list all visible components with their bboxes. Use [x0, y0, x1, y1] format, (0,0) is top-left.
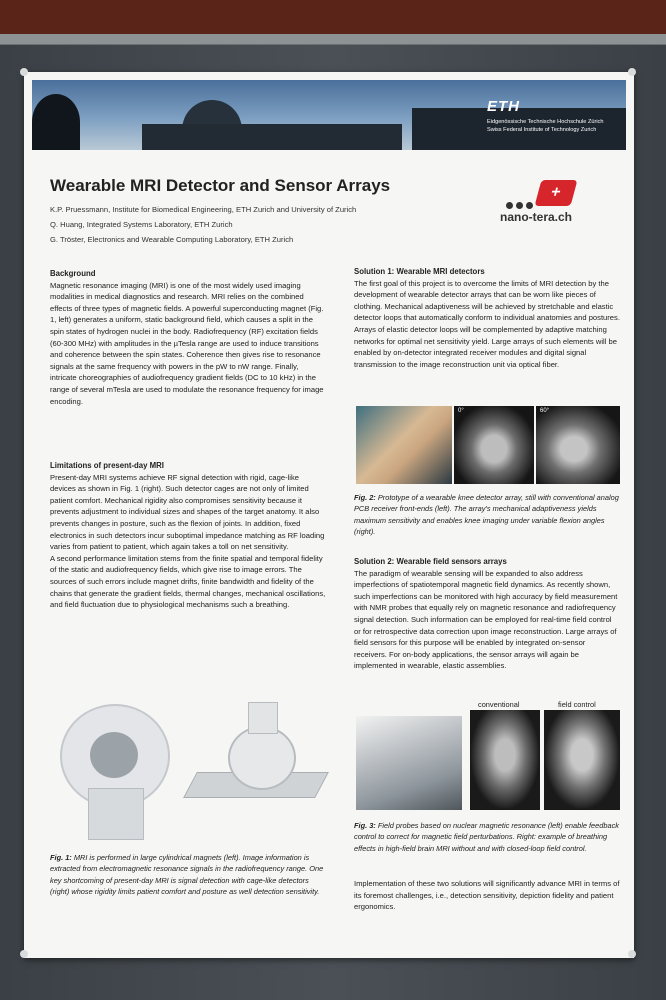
poster — [24, 72, 634, 958]
brain-mri-field-control — [544, 710, 620, 810]
scanner-bore — [90, 732, 138, 778]
field-probe-photo — [356, 716, 462, 810]
tree-silhouette — [32, 94, 80, 150]
poster-title: Wearable MRI Detector and Sensor Arrays — [50, 176, 391, 195]
field-control-label: field control — [558, 700, 596, 709]
section-text: A second performance limitation stems from the finite spatial and temporal fidelity of the static and audiofrequency fields, which give rise to image errors. The sources of such errors include magnet drifts, finite bandwidth and fidelity of the chains that generate the gradient fields, thermal changes, mechanical oscillations, and field fluctuation due to physiological mechanisms such a breathing. — [50, 553, 326, 610]
limitations-section — [50, 460, 326, 611]
author-line: K.P. Pruessmann, Institute for Biomedical Engineering, ETH Zurich and University of Zurich — [50, 205, 357, 214]
coil-cylinder — [228, 726, 296, 790]
solution2-section — [354, 556, 620, 672]
caption-text: Field probes based on nuclear magnetic resonance (left) enable feedback control to correct for magnetic field perturbations. Right: example of breathing effects in high-field brain MRI without and with closed-loop field control. — [354, 821, 619, 853]
solution1-section — [354, 266, 620, 370]
pin-icon — [628, 950, 636, 958]
pin-icon — [628, 68, 636, 76]
knee-mri-60deg — [536, 406, 620, 484]
conventional-label: conventional — [478, 700, 520, 709]
background-section — [50, 268, 326, 407]
conclusion-section — [354, 878, 620, 913]
fig2-caption — [354, 492, 620, 538]
mri-scanner-image — [54, 700, 172, 842]
section-heading: Background — [50, 269, 96, 278]
author-list — [50, 202, 356, 247]
figure-label: Fig. 3: — [354, 821, 376, 830]
eth-subtitle — [487, 118, 626, 134]
section-text: The first goal of this project is to overcome the limits of MRI detection by the development of wearable detector arrays that can be worn like pieces of clothing. Mechanical adaptiveness will be achieved by stretchable and elastic detector loops that automatically conform to individual anatomies and postures. Arrays of elastic detector loops will be complemented by adaptive matching networks for optimal net sensitivity yield. Large arrays of such elements will be enabled by on-detector integrated receiver modules and digital signal transmission to the image reconstruction unit via optical fiber. — [354, 278, 620, 369]
caption-text: MRI is performed in large cylindrical magnets (left). Image information is extracted from electromagnetic resonance signals in the radiofrequency range. One key shortcoming of present-day MRI is signal detection with cage-like detectors (right) whose rigidity limits patient comfort and posture as well detection sensitivity. — [50, 853, 324, 897]
figure-label: Fig. 1: — [50, 853, 72, 862]
institution-de: Eidgenössische Technische Hochschule Zürich — [487, 119, 604, 125]
wall-top — [0, 0, 666, 36]
section-heading: Limitations of present-day MRI — [50, 461, 164, 470]
conclusion-text: Implementation of these two solutions will significantly advance MRI in terms of its foremost challenges, i.e., detection sensitivity, depiction fidelity and patient ergonomics. — [354, 879, 620, 912]
eth-logo: ETH — [487, 98, 520, 115]
section-text: Magnetic resonance imaging (MRI) is one of the most widely used imaging modalities in medical diagnostics and research. MRI relies on the combined effects of three types of magnetic fields. A powerful superconducting magnet (Fig. 1, left) generates a uniform, static background field, which causes a split in the spin states of hydrogen nuclei in the body. Radiofrequency (RF) excitation fields (60-300 MHz) with amplitudes in the µTesla range are used to induce transitions and coherence between the spin states. Coherence then gives rise to resonance signals at the same frequency with powers in the pW to nW range. Finally, intricate choreographies of audiofrequency gradient fields (DC to 10 kHz) in the range of several mTesla are used to modulate the resonance frequency for image encoding. — [50, 280, 324, 406]
brain-mri-conventional — [470, 710, 540, 810]
swiss-flag-icon: + — [535, 180, 578, 206]
section-heading: Solution 2: Wearable field sensors arrays — [354, 557, 507, 566]
pin-icon — [20, 950, 28, 958]
angle-label: 0° — [458, 408, 464, 414]
knee-mri-0deg — [454, 406, 534, 484]
coil-top — [248, 702, 278, 734]
pin-icon — [20, 68, 28, 76]
fig3-caption — [354, 820, 620, 854]
scanner-bed — [88, 788, 144, 840]
header-banner — [32, 80, 626, 150]
section-text: Present-day MRI systems achieve RF signal detection with rigid, cage-like devices as shown in Fig. 1 (right). Such detector cages are not only of limited patient comfort. Mechanical rigidity also compromises sensitivity because it prevents adjustment to individual sizes and shapes of the target anatomy. It also prevents changes in posture, such as the flexion of joints. In addition, fixed electronics in such detectors incur suboptimal impedance matching as RF loading varies from patient to patient, which again takes a toll on net sensitivity. — [50, 472, 325, 552]
section-text: The paradigm of wearable sensing will be expanded to also address imperfections of spatiotemporal magnetic field dynamics. As recently shown, such imperfections can be monitored with high accuracy by field measurement with NMR probes that equally rely on magnetic resonance and radiofrequency signal detection. Such information can be employed for real-time field control or for retrospective data correction upon image reconstruction. Large arrays of field sensors for this purpose will be enabled by integrated on-sensor receivers. For on-body applications, the sensor arrays will again be implemented in wearable, elastic assemblies. — [354, 568, 618, 671]
author-line: G. Tröster, Electronics and Wearable Computing Laboratory, ETH Zurich — [50, 235, 294, 244]
nano-tera-logo — [500, 178, 586, 228]
nano-tera-text: nano-tera.ch — [500, 210, 573, 224]
angle-label: 60° — [540, 408, 550, 414]
section-heading: Solution 1: Wearable MRI detectors — [354, 267, 485, 276]
display-rail — [0, 34, 666, 45]
detector-cage-image — [184, 702, 324, 812]
institution-en: Swiss Federal Institute of Technology Zurich — [487, 127, 597, 133]
caption-text: Prototype of a wearable knee detector array, still with conventional analog PCB receiver front-ends (left). The array's mechanical adaptiveness yields maximum sensitivity and enables knee imaging under variable flexion angles (right). — [354, 493, 619, 537]
knee-array-photo — [356, 406, 452, 484]
fig1-caption — [50, 852, 326, 898]
figure-label: Fig. 2: — [354, 493, 376, 502]
author-line: Q. Huang, Integrated Systems Laboratory, ETH Zurich — [50, 220, 233, 229]
building-silhouette — [142, 124, 402, 150]
dots-icon — [506, 196, 536, 206]
